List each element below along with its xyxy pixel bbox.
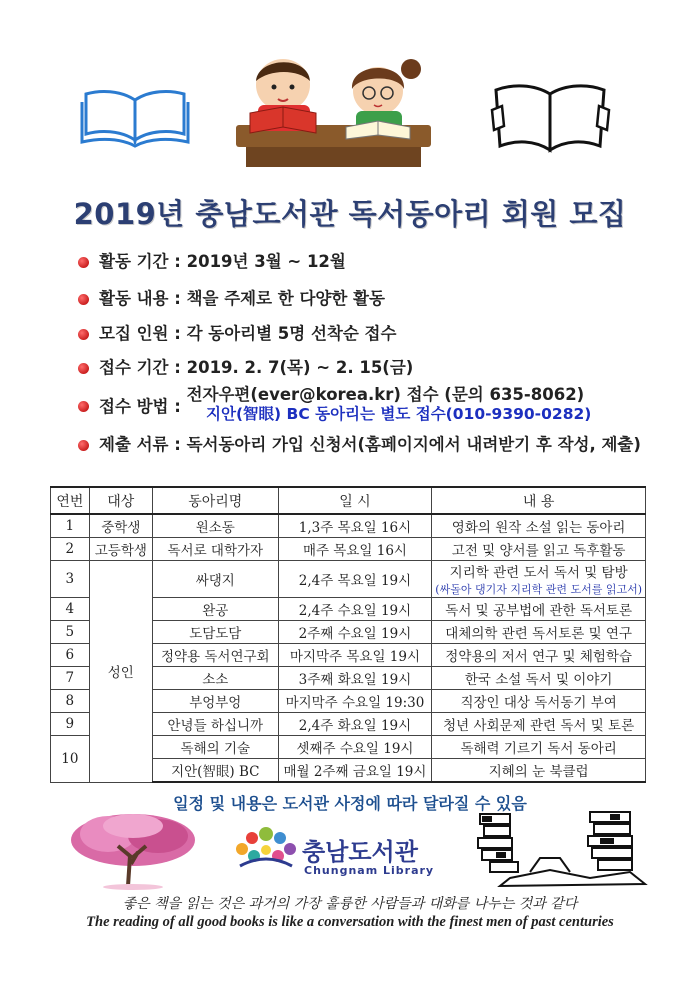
schedule-notice: 일정 및 내용은 도서관 사정에 따라 달라질 수 있음 (173, 794, 527, 813)
open-book-icon (80, 88, 190, 148)
bullet-icon (78, 257, 89, 268)
cell-when: 2주째 수요일 19시 (278, 621, 432, 644)
cell-no: 3 (51, 561, 90, 598)
info-label: 제출 서류 (99, 435, 169, 454)
cell-target: 중학생 (89, 514, 152, 538)
cell-name: 완공 (152, 598, 278, 621)
cell-no: 4 (51, 598, 90, 621)
info-value: 각 동아리별 5명 선착순 접수 (186, 324, 397, 343)
club-table (50, 486, 646, 783)
cell-when: 매주 목요일 16시 (278, 538, 432, 561)
cell-desc: 고전 및 양서를 읽고 독후활동 (432, 538, 646, 561)
info-label: 활동 내용 (99, 289, 169, 308)
table-header-row (51, 487, 646, 514)
library-logo-icon (232, 822, 300, 874)
cell-name: 원소동 (152, 514, 278, 538)
cell-when: 마지막주 목요일 19시 (278, 644, 432, 667)
cell-name: 독서로 대학가자 (152, 538, 278, 561)
col-header-name: 동아리명 (152, 487, 278, 514)
cell-desc: 직장인 대상 독서동기 부여 (432, 690, 646, 713)
cell-desc: 독해력 기르기 독서 동아리 (432, 736, 646, 759)
info-value: 책을 주제로 한 다양한 활동 (186, 289, 385, 308)
cell-when: 2,4주 수요일 19시 (278, 598, 432, 621)
cell-desc: 영화의 원작 소설 읽는 동아리 (432, 514, 646, 538)
library-logo-text: 충남도서관 (302, 838, 418, 866)
info-value: 2019. 2. 7(목) ~ 2. 15(금) (186, 358, 414, 377)
cell-name: 안녕들 하십니까 (152, 713, 278, 736)
cell-no: 6 (51, 644, 90, 667)
cell-desc: 지혜의 눈 북클럽 (432, 759, 646, 783)
info-label: 활동 기간 (99, 252, 169, 271)
cell-name: 독해의 기술 (152, 736, 278, 759)
cell-when: 2,4주 화요일 19시 (278, 713, 432, 736)
cell-when: 1,3주 목요일 16시 (278, 514, 432, 538)
cell-when: 매월 2주째 금요일 19시 (278, 759, 432, 783)
info-row-capacity: 모집 인원 : 각 동아리별 5명 선착순 접수 (78, 320, 396, 344)
info-value-secondary: 지안(智眼) BC 동아리는 별도 접수(010-9390-0282) (206, 405, 592, 423)
cell-desc: 한국 소설 독서 및 이야기 (432, 667, 646, 690)
cell-name: 부엉부엉 (152, 690, 278, 713)
cell-name: 도담도담 (152, 621, 278, 644)
cell-when: 3주째 화요일 19시 (278, 667, 432, 690)
book-tower-sketch (470, 808, 650, 890)
hands-book-icon (488, 80, 613, 160)
cell-desc: 정약용의 저서 연구 및 체험학습 (432, 644, 646, 667)
cell-no: 2 (51, 538, 90, 561)
cell-no: 10 (51, 736, 90, 783)
info-value: 2019년 3월 ~ 12월 (186, 252, 346, 271)
cell-no: 8 (51, 690, 90, 713)
info-label: 접수 방법 (99, 397, 169, 416)
quote-korean: 좋은 책을 읽는 것은 과거의 가장 훌륭한 사람들과 대화를 나누는 것과 같다 (122, 896, 578, 912)
cell-desc: 대체의학 관련 독서토론 및 연구 (432, 621, 646, 644)
table-row (51, 561, 646, 582)
cell-when: 셋째주 수요일 19시 (278, 736, 432, 759)
info-label: 접수 기간 (99, 358, 169, 377)
table-row (51, 538, 646, 561)
cell-when: 마지막주 수요일 19:30 (278, 690, 432, 713)
cell-target: 고등학생 (89, 538, 152, 561)
info-value: 전자우편(ever@korea.kr) 접수 (문의 635-8062) (186, 385, 585, 404)
bullet-icon (78, 363, 89, 374)
col-header-no: 연번 (51, 487, 90, 514)
bullet-icon (78, 329, 89, 340)
quote-english: The reading of all good books is like a conversation with the finest men of past centuries (86, 914, 614, 930)
table-row (51, 514, 646, 538)
info-row-application-method: 접수 방법 : 전자우편(ever@korea.kr) 접수 (문의 635-8062) (78, 381, 584, 417)
kids-reading-illustration (228, 55, 443, 180)
cell-when: 2,4주 목요일 19시 (278, 561, 432, 598)
blossom-tree-icon (68, 812, 198, 890)
bullet-icon (78, 401, 89, 412)
cell-desc-sub: (싸돌아 댕기자 지리학 관련 도서를 읽고서) (432, 581, 646, 598)
cell-desc: 독서 및 공부법에 관한 독서토론 (432, 598, 646, 621)
info-row-period: 활동 기간 : 2019년 3월 ~ 12월 (78, 248, 346, 272)
bullet-icon (78, 294, 89, 305)
cell-no: 7 (51, 667, 90, 690)
cell-desc: 지리학 관련 도서 독서 및 탐방 (432, 561, 646, 582)
info-value: 독서동아리 가입 신청서(홈페이지에서 내려받기 후 작성, 제출) (186, 435, 641, 454)
cell-no: 9 (51, 713, 90, 736)
cell-desc: 청년 사회문제 관련 독서 및 토론 (432, 713, 646, 736)
cell-no: 1 (51, 514, 90, 538)
cell-target: 성인 (89, 561, 152, 783)
col-header-desc: 내 용 (432, 487, 646, 514)
cell-name: 소소 (152, 667, 278, 690)
info-row-documents: 제출 서류 : 독서동아리 가입 신청서(홈페이지에서 내려받기 후 작성, 제출) (78, 431, 641, 455)
info-row-content: 활동 내용 : 책을 주제로 한 다양한 활동 (78, 285, 385, 309)
cell-name: 싸댕지 (152, 561, 278, 598)
info-label: 모집 인원 (99, 324, 169, 343)
info-row-application-period: 접수 기간 : 2019. 2. 7(목) ~ 2. 15(금) (78, 354, 413, 378)
page-title: 2019년 충남도서관 독서동아리 회원 모집 (73, 197, 627, 231)
cell-name: 정약용 독서연구회 (152, 644, 278, 667)
col-header-target: 대상 (89, 487, 152, 514)
cell-name: 지안(智眼) BC (152, 759, 278, 783)
col-header-when: 일 시 (278, 487, 432, 514)
cell-no: 5 (51, 621, 90, 644)
library-logo-subtext: Chungnam Library (304, 864, 435, 877)
bullet-icon (78, 440, 89, 451)
